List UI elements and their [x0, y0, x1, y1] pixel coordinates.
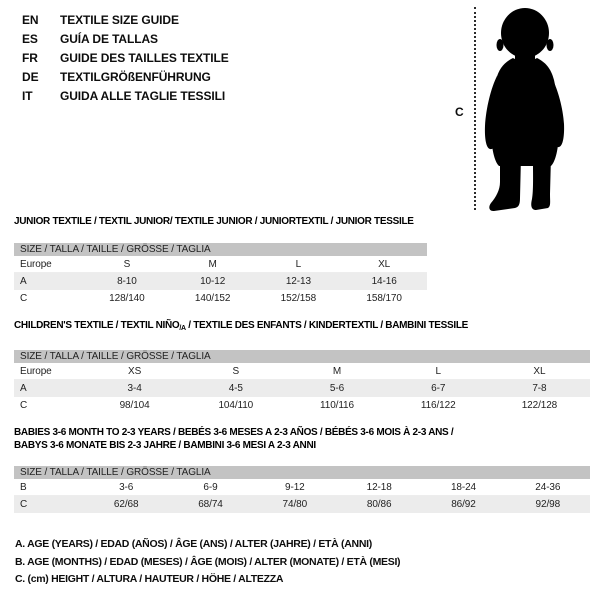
table-cell: 98/104	[119, 400, 150, 411]
table-cell: 7-8	[532, 383, 547, 394]
table-cell: 68/74	[198, 499, 223, 510]
size-header-bar: SIZE / TALLA / TAILLE / GRÖSSE / TAGLIA	[14, 466, 590, 479]
table-cell: 4-5	[228, 383, 243, 394]
table-cell: 122/128	[521, 400, 558, 411]
babies-table-title-line1: BABIES 3-6 MONTH TO 2-3 YEARS / BEBÉS 3-6 MESES A 2-3 AÑOS / BÉBÉS 3-6 MOIS À 2-3 ANS /	[14, 427, 454, 438]
language-code: FR	[22, 51, 38, 65]
language-row-es	[22, 30, 229, 49]
language-title-list	[22, 11, 229, 106]
table-cell: 116/122	[420, 400, 456, 411]
table-row	[14, 290, 427, 307]
table-cell: S	[123, 258, 131, 270]
children-table-title	[14, 319, 590, 335]
table-cell: 158/170	[366, 293, 402, 304]
height-measure-dashed-line	[474, 7, 476, 210]
table-cell: 104/110	[218, 400, 254, 411]
row-label: C	[20, 400, 28, 411]
table-cell: M	[332, 365, 342, 377]
language-code: IT	[22, 89, 33, 103]
row-label: C	[20, 499, 28, 510]
junior-textile-table	[14, 215, 427, 307]
row-label: Europe	[20, 258, 52, 270]
table-cell: 86/92	[451, 499, 476, 510]
row-label: A	[20, 276, 27, 287]
table-cell: 74/80	[282, 499, 308, 510]
children-textile-table	[14, 319, 590, 414]
table-row	[14, 380, 590, 397]
table-cell: 8-10	[117, 276, 137, 287]
table-cell: 152/158	[280, 293, 317, 304]
table-cell: 92/98	[535, 499, 561, 510]
size-header-bar: SIZE / TALLA / TAILLE / GRÖSSE / TAGLIA	[14, 243, 427, 256]
language-title: GUIDA ALLE TAGLIE TESSILI	[60, 89, 226, 103]
table-cell: 10-12	[200, 276, 226, 287]
table-row	[14, 256, 427, 273]
row-label: Europe	[20, 365, 52, 377]
table-cell: 5-6	[329, 383, 345, 394]
table-cell: L	[295, 258, 302, 270]
footnote-a: A. AGE (YEARS) / EDAD (AÑOS) / ÂGE (ANS) / ALTER (JAHRE) / ETÀ (ANNI)	[15, 538, 372, 550]
language-row-en	[22, 11, 229, 30]
table-cell: 24-36	[535, 481, 561, 493]
language-title: TEXTILGRÖßENFÜHRUNG	[60, 70, 211, 84]
table-row	[14, 496, 590, 513]
footnote-c: C. (cm) HEIGHT / ALTURA / HAUTEUR / HÖHE / ALTEZZA	[15, 573, 284, 585]
junior-table-title: JUNIOR TEXTILE / TEXTIL JUNIOR/ TEXTILE JUNIOR / JUNIORTEXTIL / JUNIOR TESSILE	[14, 216, 414, 227]
language-row-it	[22, 87, 229, 106]
footnote-b: B. AGE (MONTHS) / EDAD (MESES) / ÂGE (MOIS) / ALTER (MONATE) / ETÀ (MESI)	[15, 555, 401, 568]
children-title-prefix: CHILDREN'S TEXTILE / TEXTIL NIÑO	[14, 320, 180, 331]
table-cell: 110/116	[320, 400, 354, 411]
row-label: B	[20, 481, 27, 493]
footnote-legend	[15, 536, 400, 589]
table-cell: 14-16	[371, 276, 397, 287]
table-cell: 12-18	[366, 481, 392, 493]
table-cell: 9-12	[285, 481, 305, 493]
table-row	[14, 273, 427, 290]
language-code: EN	[22, 13, 39, 27]
table-cell: 140/152	[194, 293, 231, 304]
table-cell: 3-4	[127, 383, 142, 394]
baby-silhouette-image	[481, 6, 573, 212]
table-row	[14, 363, 590, 380]
table-cell: 6-7	[431, 383, 446, 394]
table-cell: XL	[378, 258, 391, 270]
table-cell: XS	[128, 365, 142, 377]
table-cell: L	[435, 365, 441, 377]
language-row-de	[22, 68, 229, 87]
table-cell: 128/140	[109, 293, 145, 304]
language-code: ES	[22, 32, 38, 46]
row-label: A	[20, 383, 27, 394]
language-title: TEXTILE SIZE GUIDE	[60, 13, 179, 27]
children-title-suffix: / TEXTILE DES ENFANTS / KINDERTEXTIL / BAMBINI TESSILE	[185, 320, 469, 331]
table-row	[14, 397, 590, 414]
table-cell: 80/86	[366, 499, 392, 510]
table-cell: 62/68	[113, 499, 139, 510]
language-code: DE	[22, 70, 39, 84]
height-measure-label: C	[455, 105, 464, 119]
table-cell: M	[208, 258, 217, 270]
language-title: GUIDE DES TAILLES TEXTILE	[60, 51, 229, 65]
table-cell: 12-13	[285, 276, 311, 287]
children-title-subscript: /A	[179, 325, 186, 332]
table-row	[14, 479, 590, 496]
babies-table-title-line2: BABYS 3-6 MONATE BIS 2-3 JAHRE / BAMBINI 3-6 MESI A 2-3 ANNI	[14, 440, 316, 451]
table-cell: 18-24	[450, 481, 477, 493]
language-row-fr	[22, 49, 229, 68]
table-cell: 6-9	[203, 481, 218, 493]
table-cell: S	[232, 365, 240, 377]
babies-textile-table	[14, 426, 590, 513]
table-cell: 3-6	[119, 481, 134, 493]
size-header-bar: SIZE / TALLA / TAILLE / GRÖSSE / TAGLIA	[14, 350, 590, 363]
row-label: C	[20, 293, 28, 304]
table-cell: XL	[533, 365, 546, 377]
language-title: GUÍA DE TALLAS	[60, 32, 158, 46]
